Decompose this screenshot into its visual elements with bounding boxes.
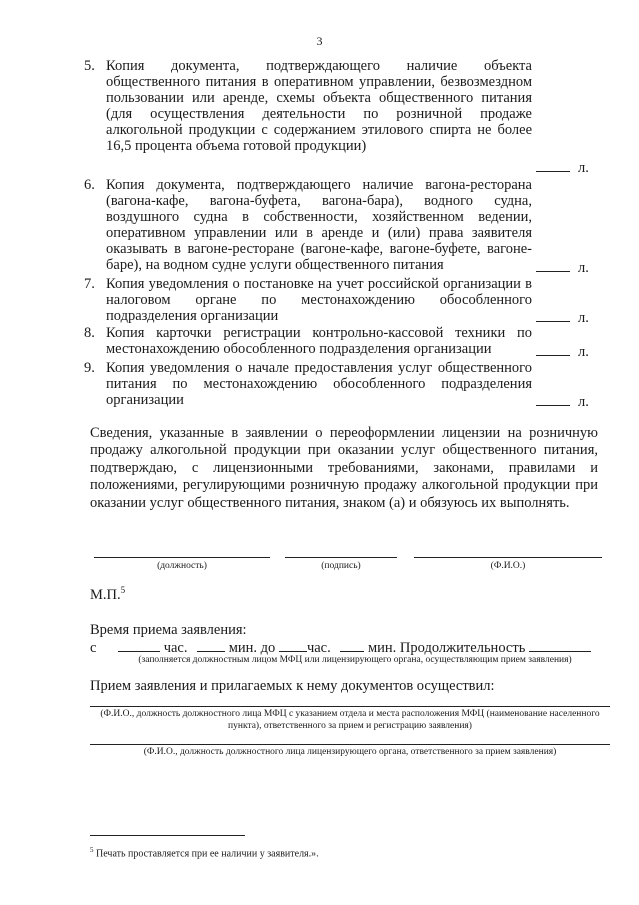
fio-field[interactable] (414, 556, 602, 558)
seal-label: М.П. (90, 586, 121, 603)
signature-field[interactable] (285, 556, 397, 558)
mfc-officer-caption: (Ф.И.О., должность должностного лица МФЦ с указанием отдела и места расположения МФЦ (наименование населенного пункта), ответственного за прием и регистрацию заявления) (100, 709, 600, 731)
end-minutes-field[interactable] (340, 640, 364, 652)
blank-line[interactable] (536, 259, 570, 272)
item-number: 5. (84, 58, 95, 74)
item-text: Копия уведомления о начале предоставления услуг общественного питания по местонахождению обособленного подразделения организации (106, 360, 532, 408)
item-text: Копия карточки регистрации контрольно-кассовой техники по местонахождению обособленного подразделения организации (106, 325, 532, 357)
list-item (84, 325, 532, 357)
list-item (84, 58, 532, 170)
item-text: Копия уведомления о постановке на учет российской организации в налоговом органе по местонахождению обособленного подразделения организации (106, 276, 532, 324)
position-field[interactable] (94, 556, 270, 558)
page-count-blank (536, 393, 589, 410)
acceptance-label: Прием заявления и прилагаемых к нему документов осуществил: (90, 678, 495, 694)
from-label: с (90, 640, 97, 656)
page-count-blank (536, 159, 589, 176)
item-text: Копия документа, подтверждающего наличие объекта общественного питания в оперативном управлении, безвозмездном пользовании или аренде, схемы объекта общественного питания (для осуществления деятельности по розничной продаже алкогольной продукции с содержанием этилового спирта не более 16,5 процента объема готовой продукции) (106, 58, 532, 154)
blank-line[interactable] (536, 393, 570, 406)
item-number: 7. (84, 276, 95, 292)
blank-line[interactable] (536, 159, 570, 172)
page-count-blank (536, 309, 589, 326)
list-item (84, 360, 532, 408)
position-caption: (должность) (157, 561, 207, 571)
page-count-blank (536, 259, 589, 276)
reception-note: (заполняется должностным лицом МФЦ или лицензирующего органа, осуществляющим прием заявления) (138, 655, 572, 665)
blank-line[interactable] (536, 309, 570, 322)
blank-line[interactable] (536, 343, 570, 356)
hours-label: час. (306, 640, 331, 656)
pages-suffix: л. (578, 160, 589, 176)
duration-field[interactable] (529, 640, 591, 652)
reception-time-title: Время приема заявления: (90, 622, 247, 638)
footnote (90, 846, 319, 859)
minutes-to-label: мин. до (228, 640, 276, 656)
licensing-officer-caption: (Ф.И.О., должность должностного лица лицензирующего органа, ответственного за прием заявления) (143, 747, 557, 757)
end-hours-field[interactable] (279, 640, 307, 652)
licensing-officer-field[interactable] (90, 744, 610, 745)
start-hours-field[interactable] (118, 640, 160, 652)
item-text: Копия документа, подтверждающего наличие вагона-ресторана (вагона-кафе, вагона-буфета, вагона-бара), водного судна, воздушного судна в собственности, хозяйственном ведении, оперативном управлении или в аренде и (или) права заявителя оказывать в вагоне-ресторане (вагоне-кафе, вагоне-буфете, вагоне-баре), на водном судне услуги общественного питания (106, 177, 532, 273)
signature-caption: (подпись) (321, 561, 361, 571)
page-number: 3 (316, 34, 323, 48)
footnote-mark: 5 (120, 585, 126, 595)
footnote-mark: 5 (90, 846, 94, 854)
list-item (84, 177, 532, 273)
pages-suffix: л. (578, 260, 589, 276)
item-number: 6. (84, 177, 95, 193)
footnote-separator (90, 835, 245, 836)
footnote-text: Печать проставляется при ее наличии у заявителя.». (96, 848, 319, 860)
mfc-officer-field[interactable] (90, 706, 610, 707)
confirmation-statement: Сведения, указанные в заявлении о переоформлении лицензии на розничную продажу алкогольной продукции при оказании услуг общественного питания, подтверждаю, с лицензионными требованиями, законами, правилами и положениями, регулирующими розничную продажу алкогольной продукции при оказании услуг общественного питания, знаком (а) и обязуюсь их выполнять. (90, 425, 598, 511)
pages-suffix: л. (578, 344, 589, 360)
item-number: 9. (84, 360, 95, 376)
duration-label: мин. Продолжительность (367, 640, 526, 656)
start-minutes-field[interactable] (197, 640, 225, 652)
hours-label: час. (163, 640, 188, 656)
item-number: 8. (84, 325, 95, 341)
pages-suffix: л. (578, 310, 589, 326)
seal-place (90, 585, 125, 604)
list-item (84, 276, 532, 324)
fio-caption: (Ф.И.О.) (490, 561, 526, 571)
pages-suffix: л. (578, 394, 589, 410)
page-count-blank (536, 343, 589, 360)
